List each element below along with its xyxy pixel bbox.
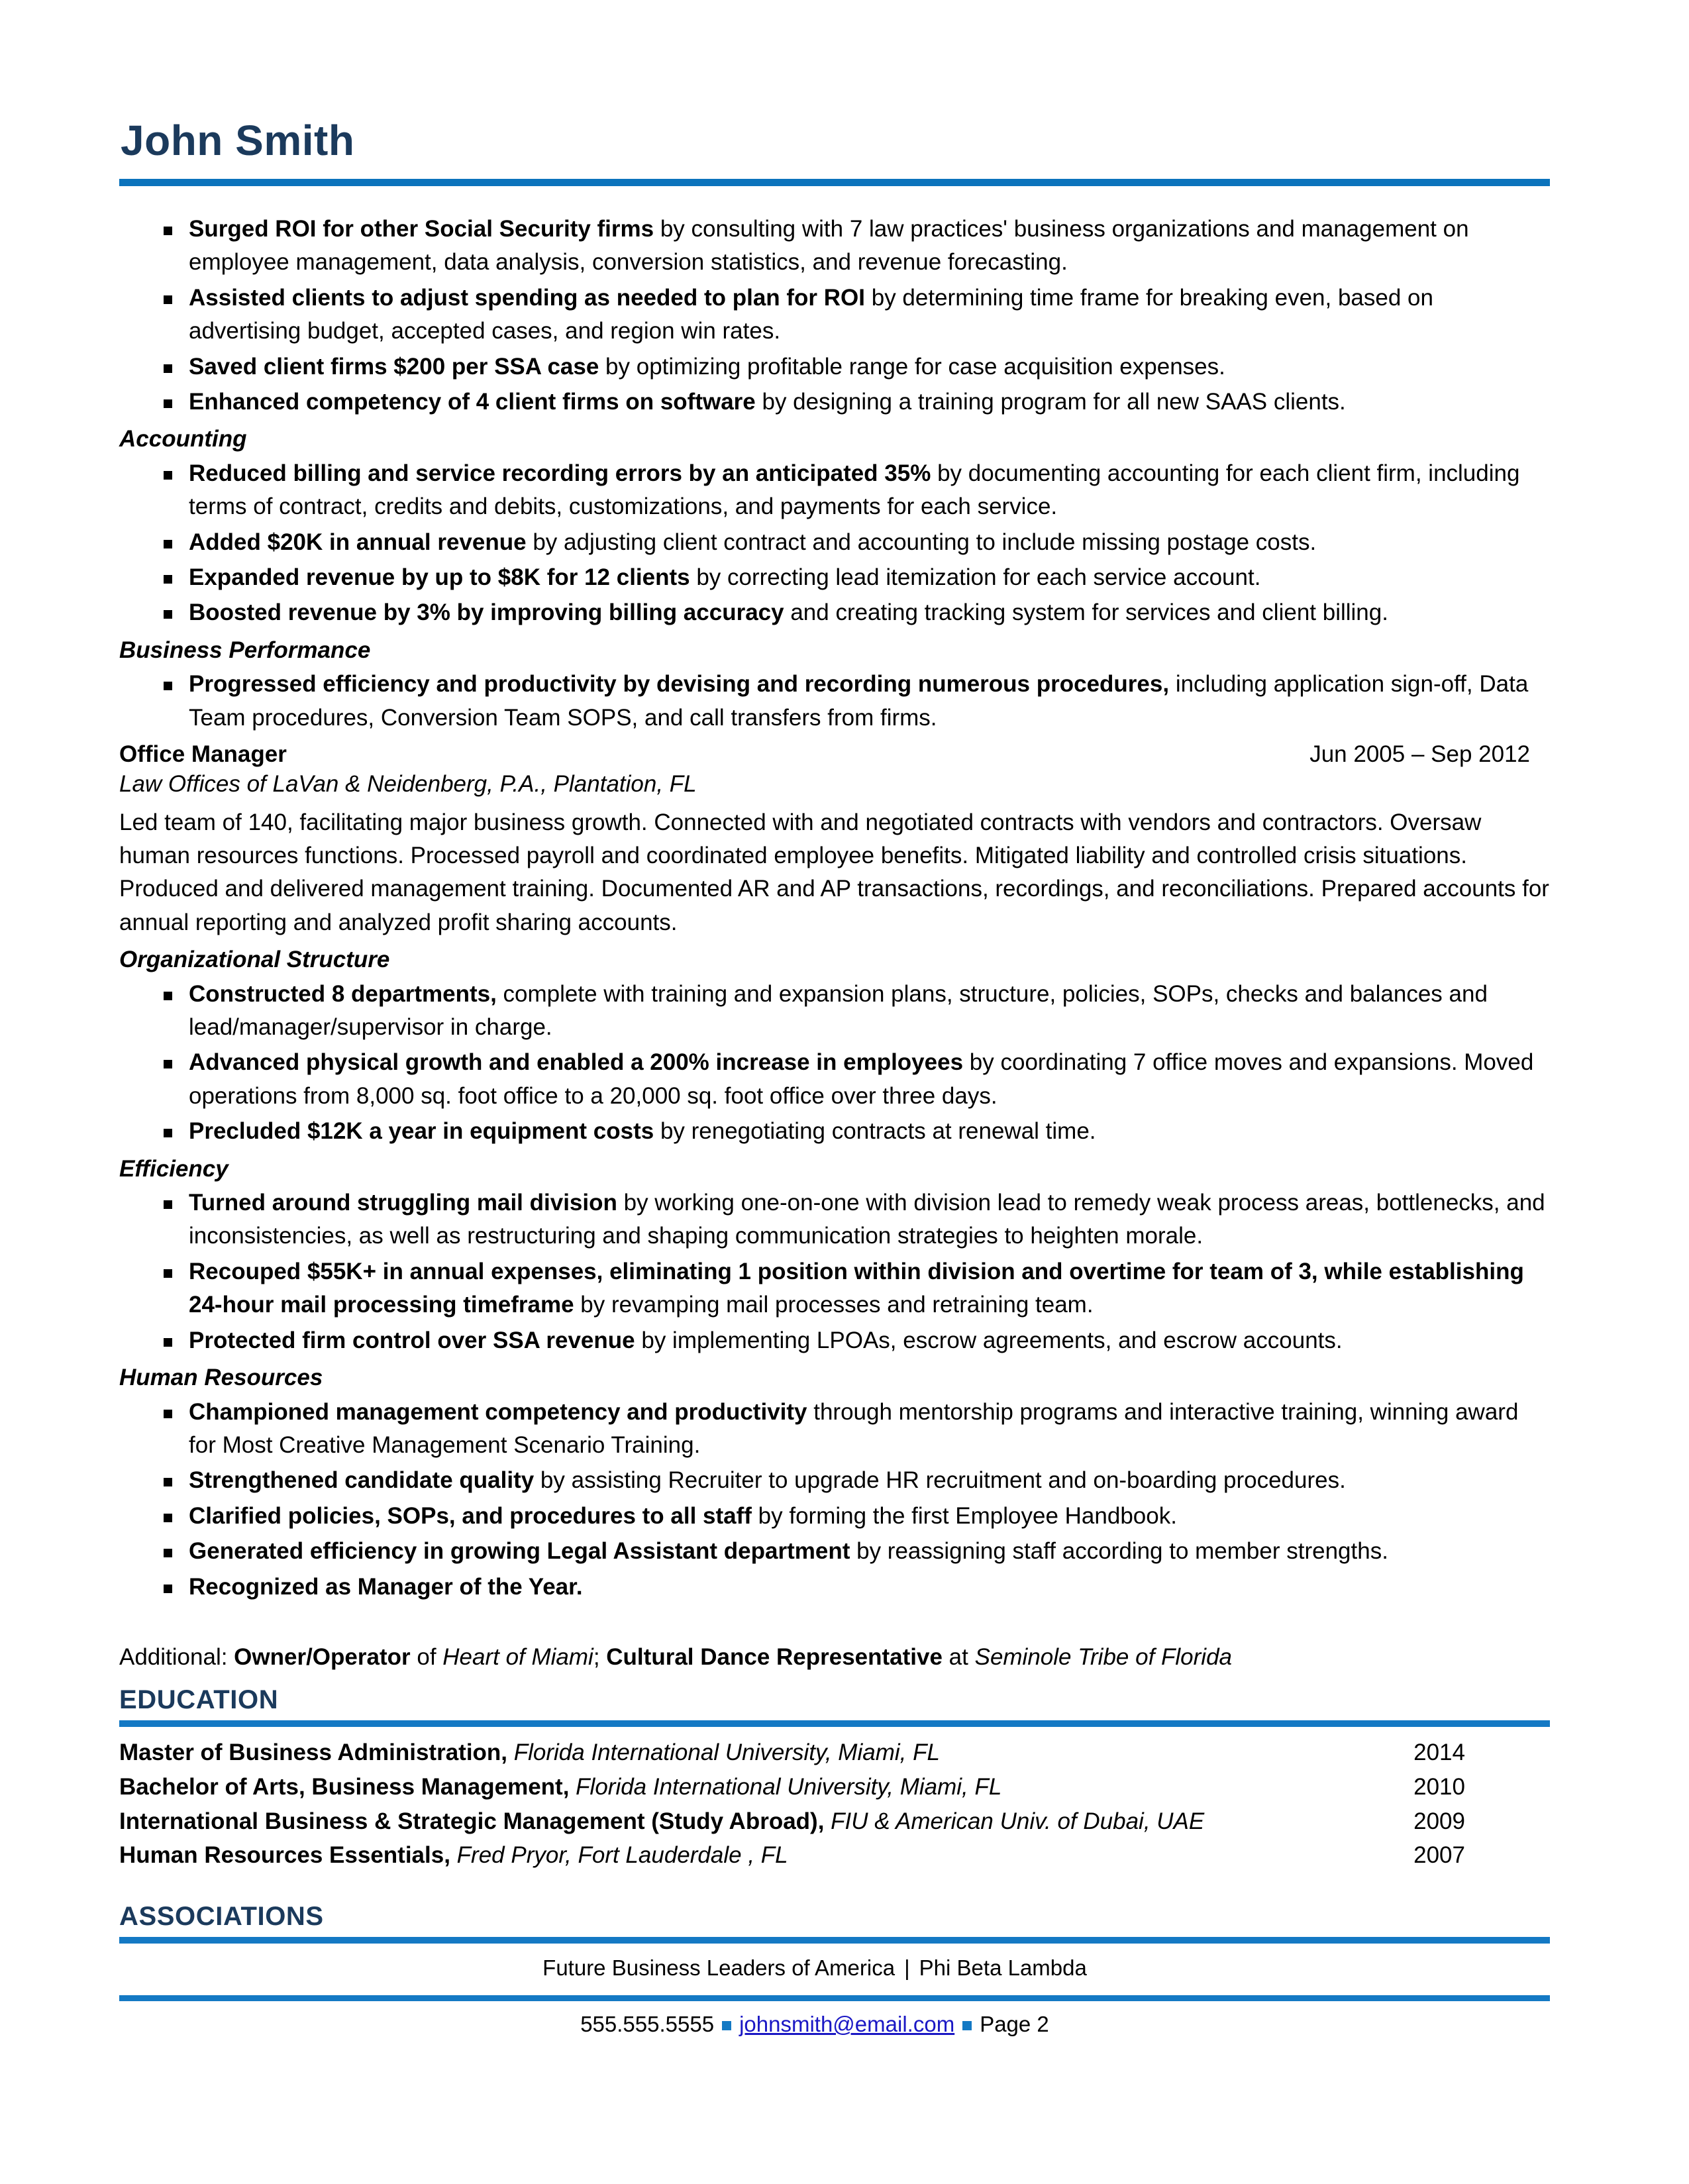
bullet-text: by documenting accounting for each client firm, including terms of contract, credits and debits, customizations, and payments for each service. xyxy=(189,460,1520,520)
list-item xyxy=(119,350,1550,384)
education-entry xyxy=(119,1771,1021,1804)
section-heading-associations: ASSOCIATIONS xyxy=(119,1902,324,1932)
education-year: 2010 xyxy=(1413,1773,1465,1800)
additional-role-2: Cultural Dance Representative xyxy=(606,1643,943,1670)
bullet-highlight: Added $20K in annual revenue xyxy=(189,529,527,555)
continued-job-bullets xyxy=(119,213,1550,419)
education-degree: International Business & Strategic Management (Study Abroad), xyxy=(119,1808,825,1834)
job-title: Office Manager xyxy=(119,741,287,768)
education-degree: Bachelor of Arts, Business Management, xyxy=(119,1773,570,1800)
footer-divider xyxy=(119,1995,1550,2001)
bullet-highlight: Championed management competency and productivity xyxy=(189,1398,807,1425)
bullet-highlight: Expanded revenue by up to $8K for 12 clients xyxy=(189,564,690,591)
square-separator-icon xyxy=(962,2021,972,2030)
bullet-highlight: Clarified policies, SOPs, and procedures to all staff xyxy=(189,1502,752,1529)
education-entry xyxy=(119,1736,960,1769)
bullet-text: by revamping mail processes and retraining team. xyxy=(574,1292,1094,1318)
association-item-1: Future Business Leaders of America xyxy=(542,1955,896,1981)
bullet-text: by determining time frame for breaking even, based on advertising budget, accepted cases, and region win rates. xyxy=(189,284,1433,344)
bullet-text: by renegotiating contracts at renewal time. xyxy=(654,1118,1096,1145)
bullet-highlight: Generated efficiency in growing Legal Assistant department xyxy=(189,1538,850,1565)
bullet-text: by reassigning staff according to member strengths. xyxy=(850,1538,1388,1565)
education-entry xyxy=(119,1805,1224,1838)
associations-list xyxy=(119,1953,1550,1983)
bullet-highlight: Recognized as Manager of the Year. xyxy=(189,1573,583,1600)
additional-connector-2: at xyxy=(942,1643,975,1670)
subsection-heading-accounting: Accounting xyxy=(119,426,247,452)
education-divider xyxy=(119,1720,1550,1727)
footer-phone: 555.555.5555 xyxy=(580,2012,715,2037)
education-degree: Human Resources Essentials, xyxy=(119,1842,450,1869)
bullet-highlight: Recouped $55K+ in annual expenses, eliminating 1 position within division and overtime for team of 3, while establishing 24-hour mail processing timeframe xyxy=(189,1258,1524,1318)
list-item xyxy=(119,1500,1550,1533)
education-school: FIU & American Univ. of Dubai, UAE xyxy=(824,1808,1205,1834)
education-entry xyxy=(119,1839,808,1872)
subsection-heading-business-performance: Business Performance xyxy=(119,637,371,663)
bullet-highlight: Constructed 8 departments, xyxy=(189,980,497,1007)
education-school: Fred Pryor, Fort Lauderdale , FL xyxy=(450,1842,788,1869)
additional-org-1: Heart of Miami xyxy=(442,1643,593,1670)
table-row xyxy=(119,1736,1550,1769)
section-heading-education: EDUCATION xyxy=(119,1685,279,1715)
list-item xyxy=(119,1324,1550,1357)
table-row xyxy=(119,1771,1550,1804)
education-school: Florida International University, Miami, FL xyxy=(569,1773,1002,1800)
list-item xyxy=(119,561,1550,594)
table-row xyxy=(119,1839,1550,1872)
organizational-structure-bullets xyxy=(119,978,1550,1149)
accounting-bullets xyxy=(119,457,1550,630)
list-item xyxy=(119,596,1550,629)
job-header-office-manager xyxy=(119,741,1550,768)
bullet-highlight: Precluded $12K a year in equipment costs xyxy=(189,1118,654,1145)
bullet-text: including application sign-off, Data Team procedures, Conversion Team SOPS, and call transfers from firms. xyxy=(189,671,1529,731)
bullet-highlight: Boosted revenue by 3% by improving billing accuracy xyxy=(189,599,784,626)
bullet-text: by assisting Recruiter to upgrade HR recruitment and on-boarding procedures. xyxy=(534,1467,1346,1494)
business-performance-bullets xyxy=(119,668,1550,735)
education-degree: Master of Business Administration, xyxy=(119,1740,508,1766)
list-item xyxy=(119,1396,1550,1463)
education-year: 2007 xyxy=(1413,1842,1465,1869)
bullet-highlight: Advanced physical growth and enabled a 200% increase in employees xyxy=(189,1049,964,1076)
bullet-text: by consulting with 7 law practices' business organizations and management on employee management, data analysis, conversion statistics, and revenue forecasting. xyxy=(189,216,1469,276)
bullet-highlight: Turned around struggling mail division xyxy=(189,1190,617,1216)
square-separator-icon xyxy=(722,2021,731,2030)
additional-org-2: Seminole Tribe of Florida xyxy=(974,1643,1232,1670)
list-item xyxy=(119,1046,1550,1113)
bullet-text: by forming the first Employee Handbook. xyxy=(751,1502,1177,1529)
bullet-text: complete with training and expansion plans, structure, policies, SOPs, checks and balances and lead/manager/supervisor in charge. xyxy=(189,980,1488,1041)
list-item xyxy=(119,1571,1550,1604)
job-dates: Jun 2005 – Sep 2012 xyxy=(1309,741,1530,768)
bullet-text: and creating tracking system for services and client billing. xyxy=(784,599,1388,626)
footer-contact xyxy=(119,2012,1550,2037)
footer-email-link[interactable]: johnsmith@email.com xyxy=(739,2012,955,2037)
efficiency-bullets xyxy=(119,1186,1550,1357)
bullet-text: by optimizing profitable range for case acquisition expenses. xyxy=(599,353,1225,380)
page-title: John Smith xyxy=(121,117,355,164)
bullet-text: by working one-on-one with division lead to remedy weak process areas, bottlenecks, and inconsistencies, as well as restructuring and shaping communication strategies to heighten morale. xyxy=(189,1190,1545,1249)
footer-page-number: Page 2 xyxy=(980,2012,1049,2037)
additional-role-1: Owner/Operator xyxy=(234,1643,411,1670)
additional-label: Additional: xyxy=(119,1643,234,1670)
list-item xyxy=(119,386,1550,419)
bullet-text: by coordinating 7 office moves and expansions. Moved operations from 8,000 sq. foot office to a 20,000 sq. foot office over three days. xyxy=(189,1049,1534,1109)
additional-line xyxy=(119,1641,1550,1674)
bullet-highlight: Saved client firms $200 per SSA case xyxy=(189,353,599,380)
bullet-highlight: Surged ROI for other Social Security firms xyxy=(189,216,654,242)
list-item xyxy=(119,457,1550,524)
bullet-text: by designing a training program for all new SAAS clients. xyxy=(755,388,1346,415)
list-item xyxy=(119,1186,1550,1253)
associations-separator: | xyxy=(904,1955,910,1981)
associations-divider xyxy=(119,1937,1550,1944)
subsection-heading-efficiency: Efficiency xyxy=(119,1155,229,1182)
job-employer: Law Offices of LaVan & Neidenberg, P.A., Plantation, FL xyxy=(119,771,697,798)
education-year: 2009 xyxy=(1413,1808,1465,1834)
bullet-text: by adjusting client contract and accounting to include missing postage costs. xyxy=(526,529,1317,555)
subsection-heading-organizational-structure: Organizational Structure xyxy=(119,947,390,973)
bullet-highlight: Strengthened candidate quality xyxy=(189,1467,535,1494)
education-year: 2014 xyxy=(1413,1740,1465,1766)
header-divider xyxy=(119,179,1550,186)
bullet-highlight: Enhanced competency of 4 client firms on software xyxy=(189,388,756,415)
additional-separator: ; xyxy=(593,1643,607,1670)
bullet-text: by implementing LPOAs, escrow agreements, and escrow accounts. xyxy=(635,1327,1343,1353)
bullet-highlight: Reduced billing and service recording errors by an anticipated 35% xyxy=(189,460,931,486)
bullet-text: by correcting lead itemization for each service account. xyxy=(690,564,1261,591)
list-item xyxy=(119,1255,1550,1322)
bullet-highlight: Assisted clients to adjust spending as needed to plan for ROI xyxy=(189,284,865,311)
additional-connector-1: of xyxy=(410,1643,443,1670)
bullet-text: through mentorship programs and interactive training, winning award for Most Creative Management Scenario Training. xyxy=(189,1398,1519,1458)
association-item-2: Phi Beta Lambda xyxy=(919,1955,1087,1981)
bullet-highlight: Progressed efficiency and productivity by devising and recording numerous procedures, xyxy=(189,671,1170,698)
table-row xyxy=(119,1805,1550,1838)
human-resources-bullets xyxy=(119,1396,1550,1604)
list-item xyxy=(119,1115,1550,1148)
job-summary: Led team of 140, facilitating major business growth. Connected with and negotiated contracts with vendors and contractors. Oversaw human resources functions. Processed payroll and coordinated employee benefits. Mitigated liability and controlled crisis situations. Produced and delivered management training. Documented AR and AP transactions, recordings, and reconciliations. Prepared accounts for annual reporting and analyzed profit sharing accounts. xyxy=(119,809,1549,935)
list-item xyxy=(119,213,1550,280)
bullet-highlight: Protected firm control over SSA revenue xyxy=(189,1327,635,1353)
subsection-heading-human-resources: Human Resources xyxy=(119,1365,323,1391)
list-item xyxy=(119,1535,1550,1568)
list-item xyxy=(119,668,1550,735)
list-item xyxy=(119,526,1550,559)
education-school: Florida International University, Miami, FL xyxy=(507,1740,940,1766)
list-item xyxy=(119,978,1550,1045)
list-item xyxy=(119,282,1550,348)
list-item xyxy=(119,1464,1550,1497)
